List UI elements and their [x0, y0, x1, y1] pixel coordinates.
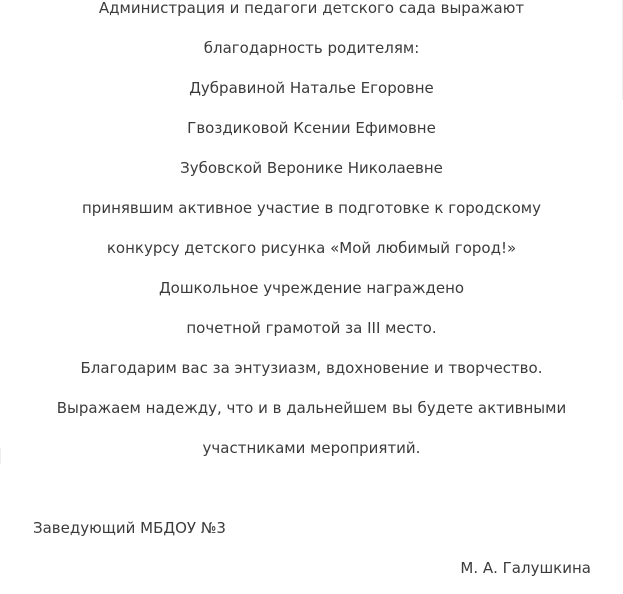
- letter-line-diploma: почетной грамотой за III место.: [186, 319, 437, 337]
- letter-line-participation: принявшим активное участие в подготовке к городскому: [82, 199, 541, 217]
- letter-line-award: Дошкольное учреждение награждено: [158, 279, 465, 297]
- signature-name: М. А. Галушкина: [460, 559, 591, 577]
- letter-line-parent-1: Дубравиной Наталье Егоровне: [189, 79, 434, 97]
- letter-line-hope: Выражаем надежду, что и в дальнейшем вы будете активными: [56, 399, 567, 417]
- letter-line-thanks: Благодарим вас за энтузиазм, вдохновение и творчество.: [80, 359, 543, 377]
- letter-line-parent-3: Зубовской Веронике Николаевне: [180, 159, 443, 177]
- letter-line-gratitude: благодарность родителям:: [203, 39, 420, 57]
- letter-line-events: участниками мероприятий.: [202, 439, 421, 457]
- letter-line-parent-2: Гвоздиковой Ксении Ефимовне: [187, 119, 436, 137]
- letter-line-intro: Администрация и педагоги детского сада выражают: [98, 0, 525, 17]
- letter-line-contest: конкурсу детского рисунка «Мой любимый город!»: [106, 239, 517, 257]
- signature-position: Заведующий МБДОУ №3: [33, 519, 226, 537]
